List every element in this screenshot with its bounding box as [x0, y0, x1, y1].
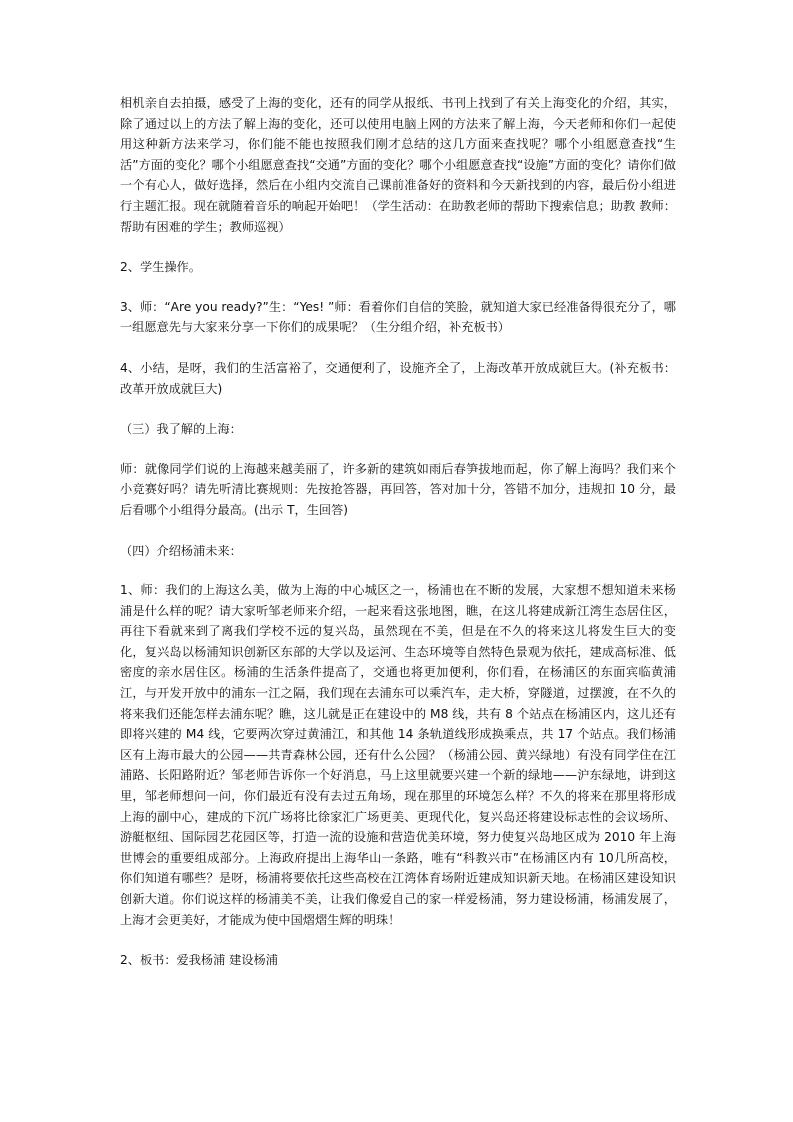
paragraph-are-you-ready: 3、师：“Are you ready?”生：“Yes! ”师：看着你们自信的笑脸，就知道大家已经准备得很充分了，哪一组愿意先与大家来分享一下你们的成果呢？（生分组介绍，补充板书）	[120, 299, 676, 335]
section-heading-understand-shanghai: （三）我了解的上海：	[120, 422, 242, 437]
paragraph-board-writing: 2、板书：爱我杨浦 建设杨浦	[120, 953, 278, 968]
document-page	[120, 93, 676, 991]
paragraph-summary: 4、小结，是呀，我们的生活富裕了，交通便利了，设施齐全了，上海改革开放成就巨大。(补充板书：改革开放成就巨大)	[120, 360, 676, 396]
paragraph-student-operation: 2、学生操作。	[120, 260, 201, 275]
paragraph-online-learning-intro: 相机亲自去拍摄，感受了上海的变化，还有的同学从报纸、书刊上找到了有关上海变化的介绍，其实，除了通过以上的方法了解上海的变化，还可以使用电脑上网的方法来了解上海，今天老师和你们一起使用这种新方法来学习，你们能不能也按照我们刚才总结的这几方面来查找呢？哪个小组愿意查找“生活”方面的变化？哪个小组愿意查找“交通”方面的变化？哪个小组愿意查找“设施”方面的变化？请你们做一个有心人，做好选择，然后在小组内交流自己课前准备好的资料和今天新找到的内容，最后份小组进行主题汇报。现在就随着音乐的响起开始吧！（学生活动：在助教老师的帮助下搜索信息；助教 教师：帮助有困难的学生；教师巡视）	[120, 96, 676, 234]
paragraph-competition: 师：就像同学们说的上海越来越美丽了，许多新的建筑如雨后春笋拔地而起，你了解上海吗？我们来个小竞赛好吗？请先听清比赛规则：先按抢答器，再回答，答对加十分，答错不加分，违规扣 10 分，最后看哪个小组得分最高。(出示 T，生回答)	[120, 461, 676, 517]
section-heading-yangpu-future: （四）介绍杨浦未来：	[120, 543, 242, 558]
paragraph-yangpu-introduction: 1、师：我们的上海这么美，做为上海的中心城区之一，杨浦也在不断的发展，大家想不想知道未来杨浦是什么样的呢？请大家听邹老师来介绍，一起来看这张地图，瞧，在这儿将建成新江湾生态居住区，再往下看就来到了离我们学校不远的复兴岛，虽然现在不美，但是在不久的将来这儿将发生巨大的变化，复兴岛以杨浦知识创新区东部的大学以及运河、生态环境等自然特色景观为依托，建成高标准、低密度的亲水居住区。杨浦的生活条件提高了，交通也将更加便利，你们看，在杨浦区的东面宾临黄浦江，与开发开放中的浦东一江之隔，我们现在去浦东可以乘汽车，走大桥，穿隧道，过摆渡，在不久的将来我们还能怎样去浦东呢？瞧，这儿就是正在建设中的 M8 线，共有 8 个站点在杨浦区内，这儿还有即将兴建的 M4 线，它要两次穿过黄浦江，和其他 14 条轨道线形成换乘点，共 17 个站点。我们杨浦区有上海市最大的公园——共青森林公园，还有什么公园？（杨浦公园、黄兴绿地）有没有同学住在江浦路、长阳路附近？邹老师告诉你一个好消息，马上这里就要兴建一个新的绿地——沪东绿地，讲到这里，邹老师想问一问，你们最近有没有去过五角场，现在那里的环境怎么样？不久的将来在那里将形成上海的副中心，建成的下沉广场将比徐家汇广场更美、更现代化，复兴岛还将建设标志性的会议场所、游艇枢纽、国际园艺花园区等，打造一流的设施和营造优美环境，努力使复兴岛地区成为 2010 年上海世博会的重要组成部分。上海政府提出上海华山一条路，唯有“科教兴市”在杨浦区内有 10几所高校，你们知道有哪些？是呀，杨浦将要依托这些高校在江湾体育场附近建成知识新天地。在杨浦区建设知识创新大道。你们说这样的杨浦美不美，让我们像爱自己的家一样爱杨浦，努力建设杨浦，杨浦发展了，上海才会更美好，才能成为使中国熠熠生辉的明珠！	[120, 583, 676, 927]
